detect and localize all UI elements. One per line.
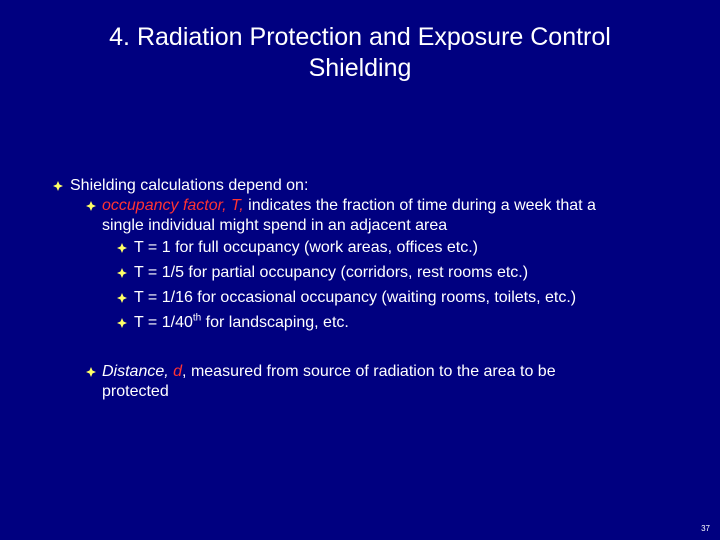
bullet-distance <box>102 362 556 382</box>
diamond-bullet-icon <box>117 293 127 303</box>
diamond-bullet-icon <box>117 318 127 328</box>
distance-text-line-2: protected <box>102 383 169 400</box>
slide-title-line-1: 4. Radiation Protection and Exposure Control <box>109 23 611 51</box>
occupancy-factor-text-line-1: indicates the fraction of time during a week that a <box>243 197 596 214</box>
sub-bullet-occasional-occupancy: T = 1/16 for occasional occupancy (waiting rooms, toilets, etc.) <box>134 289 577 306</box>
occupancy-factor-text-line-2: single individual might spend in an adjacent area <box>102 217 448 234</box>
diamond-bullet-icon <box>86 367 96 377</box>
diamond-bullet-icon <box>86 201 96 211</box>
distance-text-line-1: , measured from source of radiation to the area to be <box>182 363 556 380</box>
sub-bullet-partial-occupancy: T = 1/5 for partial occupancy (corridors, rest rooms etc.) <box>134 264 529 281</box>
landscaping-prefix: T = 1/40 <box>134 314 193 331</box>
diamond-bullet-icon <box>53 181 63 191</box>
bullet-occupancy-factor <box>102 196 596 216</box>
sub-bullet-full-occupancy: T = 1 for full occupancy (work areas, offices etc.) <box>134 239 478 256</box>
diamond-bullet-icon <box>117 268 127 278</box>
landscaping-suffix: for landscaping, etc. <box>201 314 349 331</box>
sub-bullet-landscaping <box>134 313 349 333</box>
occupancy-factor-term: occupancy factor, T, <box>102 197 244 214</box>
diamond-bullet-icon <box>117 243 127 253</box>
bullet-shielding-calculations: Shielding calculations depend on: <box>70 177 309 194</box>
page-number: 37 <box>701 524 710 533</box>
landscaping-superscript: th <box>192 312 202 324</box>
distance-term: Distance, <box>102 363 169 380</box>
slide-title-line-2: Shielding <box>308 54 412 82</box>
distance-symbol: d <box>168 363 183 380</box>
